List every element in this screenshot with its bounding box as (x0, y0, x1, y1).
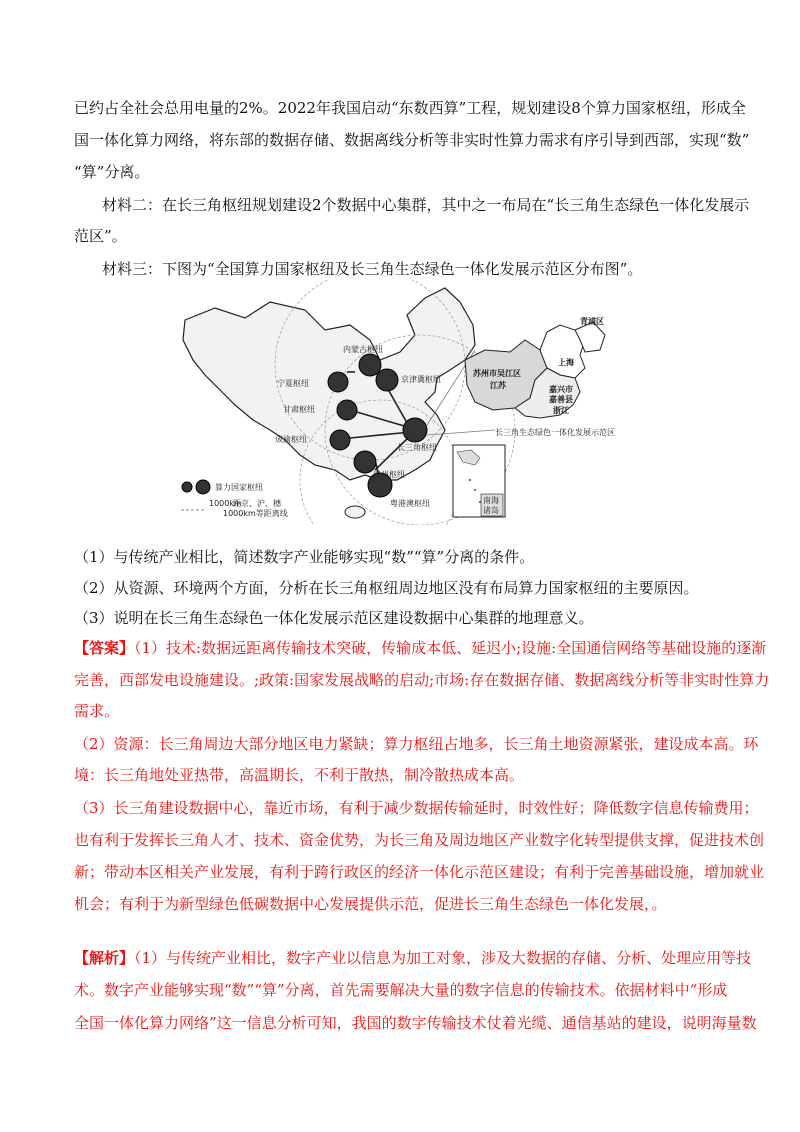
hub-label: 宁夏枢纽 (277, 379, 309, 388)
analysis-line: 术。数字产业能够实现“数”“算”分离，首先需要解决大量的数字信息的传输技术。依据材料中“形成 (74, 981, 728, 999)
hub-inner-mongolia (359, 354, 381, 376)
answer-tag: 【答案】 (74, 639, 135, 657)
hub-ningxia (328, 372, 348, 392)
text-line: 材料三：下图为“全国算力国家枢纽及长三角生态绿色一体化发展示范区分布图”。 (102, 260, 643, 278)
hub-label: 贵州枢纽 (373, 470, 405, 479)
text-line: 已约占全社会总用电量的2%。2022年我国启动“东数西算”工程，规划建设8个算力国家枢纽，形成全 (74, 99, 746, 117)
inset-caption: 长三角生态绿色一体化发展示范区 (495, 428, 615, 437)
answer-text: （1）技术:数据远距离传输技术突破，传输成本低、延迟小;设施:全国通信网络等基础设施的逐渐 (134, 639, 767, 657)
answer-line: 也有利于发挥长三角人才、技术、资金优势，为长三角及周边地区产业数字化转型提供支撑，促进技术创 (74, 831, 765, 849)
hub-gansu (337, 400, 357, 420)
legend-scale-label: 1000km (209, 499, 242, 508)
hub-label: 京津冀枢纽 (401, 375, 441, 384)
hub-chengyu (330, 430, 350, 450)
text-line: 范区”。 (74, 227, 127, 245)
answer-line: 需求。 (74, 702, 120, 720)
sea-label: 诸岛 (483, 506, 499, 515)
answer-line: 新；带动本区相关产业发展，有利于跨行政区的经济一体化示范区建设；有利于完善基础设施，增加就业 (74, 863, 765, 881)
hub-label: 成渝枢纽 (275, 435, 307, 444)
inset-label: 苏州市吴江区 (473, 369, 521, 378)
legend (181, 480, 288, 518)
answer-line: （3）长三角建设数据中心，靠近市场，有利于减少数据传输延时，时效性好；降低数字信息传输费用； (74, 799, 759, 817)
hub-jingjinji (376, 369, 398, 391)
hub-yangtze-delta (403, 418, 427, 442)
hub-label: 粤港澳枢纽 (390, 499, 430, 508)
analysis-line (74, 948, 751, 968)
analysis-tag: 【解析】 (74, 949, 135, 967)
answer-line: （2）资源：长三角周边大部分地区电力紧缺；算力枢纽占地多，长三角土地资源紧张，建设成本高。环 (74, 735, 759, 753)
hainan-island (345, 506, 365, 518)
question-1: （1）与传统产业相比，简述数字产业能够实现“数”“算”分离的条件。 (74, 548, 535, 566)
analysis-line: 全国一体化算力网络”这一信息分析可知，我国的数字传输技术仗着光缆、通信基站的建设，说明海量数 (74, 1014, 757, 1032)
legend-line-label: 1000km等距离线 (223, 509, 288, 518)
inset-label: 嘉兴市 (549, 385, 573, 394)
china-hub-map (175, 280, 625, 525)
south-china-sea-inset (453, 445, 505, 517)
inset-label: 嘉善县 (549, 395, 573, 404)
inset-label: 青浦区 (580, 317, 604, 326)
question-2: （2）从资源、环境两个方面，分析在长三角枢纽周边地区没有布局算力国家枢纽的主要原因。 (74, 579, 699, 597)
question-3: （3）说明在长三角生态绿色一体化发展示范区建设数据中心集群的地理意义。 (74, 609, 594, 627)
legend-line-label: 距京、沪、穗 (233, 499, 281, 508)
answer-line: 机会；有利于为新型绿色低碳数据中心发展提供示范，促进长三角生态绿色一体化发展，。 (74, 895, 667, 913)
legend-hub-label: 算力国家枢纽 (215, 483, 263, 492)
text-line: “算”分离。 (74, 163, 150, 181)
answer-line: 境：长三角地处亚热带，高温期长，不利于散热，制冷散热成本高。 (74, 766, 525, 784)
inset-label: 浙江 (553, 406, 569, 415)
hub-label: 内蒙古枢纽 (343, 345, 383, 354)
answer-line: 完善，西部发电设施建设。;政策:国家发展战略的启动;市场:存在数据存储、数据离线分析等非实时性算力 (74, 671, 770, 689)
text-line: 国一体化算力网络，将东部的数据存储、数据离线分析等非实时性算力需求有序引导到西部，实现“数” (74, 131, 750, 149)
text-line: 材料二：在长三角枢纽规划建设2个数据中心集群，其中之一布局在“长三角生态绿色一体化发展示 (102, 196, 750, 214)
hub-label: 长三角枢纽 (397, 443, 437, 452)
sea-label: 南海 (483, 496, 499, 505)
inset-map (465, 316, 615, 437)
inset-label: 上海 (558, 358, 574, 367)
hub-label: 甘肃枢纽 (283, 405, 315, 414)
analysis-text: （1）与传统产业相比，数字产业以信息为加工对象，涉及大数据的存储、分析、处理应用等技 (134, 949, 752, 967)
answer-line (74, 638, 766, 658)
inset-label: 江苏 (490, 381, 506, 390)
